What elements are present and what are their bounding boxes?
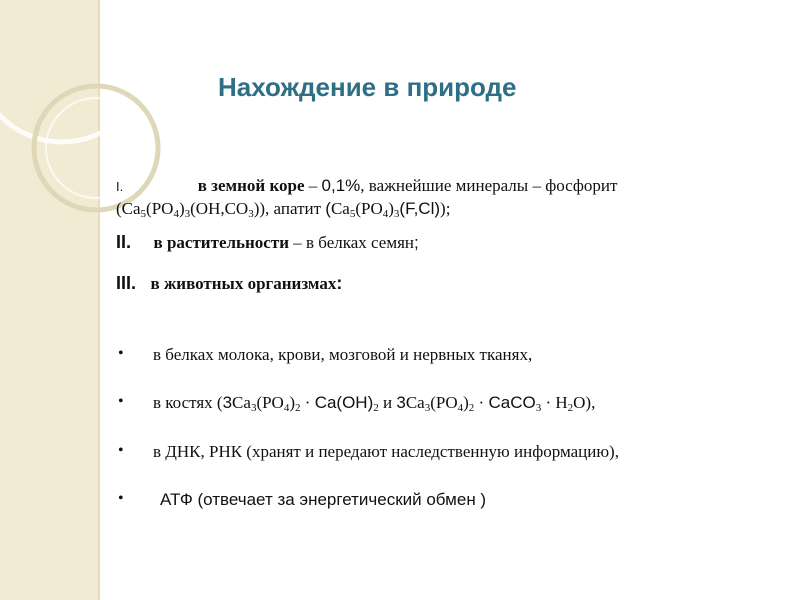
formula-text: O),: [573, 393, 596, 412]
formula-text: (PO: [430, 393, 458, 412]
formula-sub: 4: [382, 208, 389, 220]
section-3-end: :: [336, 273, 343, 293]
section-1-percent: 0,1%: [321, 176, 361, 195]
formula-text: (OH,CO: [190, 199, 249, 218]
formula-text: (F,Cl): [399, 199, 441, 218]
formula-sub: 3: [184, 208, 191, 220]
bullet-glyph: •: [118, 442, 124, 459]
formula-text: Ca: [232, 393, 251, 412]
bullet-glyph: •: [118, 393, 124, 410]
formula-text: )), апатит: [253, 199, 326, 218]
section-1-heading: в земной коре: [197, 176, 305, 195]
formula-text: · H: [541, 393, 568, 412]
section-1-dash: –: [304, 176, 322, 195]
formula-sub: 2: [295, 402, 301, 414]
formula-text: ·: [474, 393, 489, 412]
section-2-heading: в растительности: [153, 233, 290, 252]
formula-text: Ca(OH): [314, 393, 374, 412]
formula-sub: 2: [373, 402, 379, 414]
formula-text: ): [388, 199, 394, 218]
section-1-formulas: [116, 199, 450, 219]
formula-text: 3: [396, 393, 406, 412]
formula-text: CO: [510, 393, 536, 412]
section-1-number: I.: [116, 179, 124, 194]
formula-sub: 4: [173, 208, 179, 220]
formula-sub: 3: [248, 208, 254, 220]
bullet-1-text: в белках молока, крови, мозговой и нервных тканях,: [153, 345, 533, 364]
section-3-heading: в животных организмах: [150, 274, 337, 293]
formula-text: ): [463, 393, 469, 412]
bullet-3-text: в ДНК, РНК (хранят и передают наследственную информацию),: [153, 442, 619, 461]
formula-text: и: [378, 393, 397, 412]
section-2-line: [116, 232, 419, 253]
formula-sub: 2: [468, 402, 475, 414]
section-2-text: – в белках семян: [289, 233, 415, 252]
formula-text: (: [325, 199, 331, 218]
formula-sub: 3: [250, 402, 257, 414]
bullet-glyph: •: [118, 490, 124, 507]
section-3-line: [116, 273, 342, 294]
bullet-2-text: [153, 393, 595, 413]
formula-sub: 2: [567, 402, 574, 414]
formula-text: (Ca: [116, 199, 141, 218]
formula-text: (PO: [256, 393, 284, 412]
formula-text: );: [440, 199, 451, 218]
formula-text: 3: [222, 393, 233, 412]
formula-text: (PO: [146, 199, 174, 218]
bullet-4-text: АТФ (отвечает за энергетический обмен ): [160, 490, 487, 509]
section-3-number: III.: [116, 273, 137, 293]
formula-text: в костях (: [153, 393, 223, 412]
formula-sub: 5: [349, 208, 356, 220]
formula-sub: 3: [535, 402, 542, 414]
section-1-text: , важнейшие минералы – фосфорит: [360, 176, 618, 195]
section-1-line: [116, 176, 617, 196]
formula-text: (PO: [355, 199, 383, 218]
formula-sub: 5: [140, 208, 147, 220]
formula-sub: 4: [283, 402, 290, 414]
section-2-end: ;: [414, 233, 419, 252]
formula-text: Ca: [405, 393, 425, 412]
formula-text: ·: [300, 393, 315, 412]
formula-sub: 3: [393, 208, 400, 220]
formula-text: ): [289, 393, 296, 412]
formula-text: ): [178, 199, 185, 218]
section-2-number: II.: [116, 232, 132, 252]
slide-title: Нахождение в природе: [218, 72, 517, 102]
bullet-glyph: •: [118, 345, 124, 362]
formula-sub: 4: [457, 402, 464, 414]
formula-text: Ca: [488, 393, 511, 412]
formula-sub: 3: [424, 402, 431, 414]
formula-text: Ca: [330, 199, 350, 218]
